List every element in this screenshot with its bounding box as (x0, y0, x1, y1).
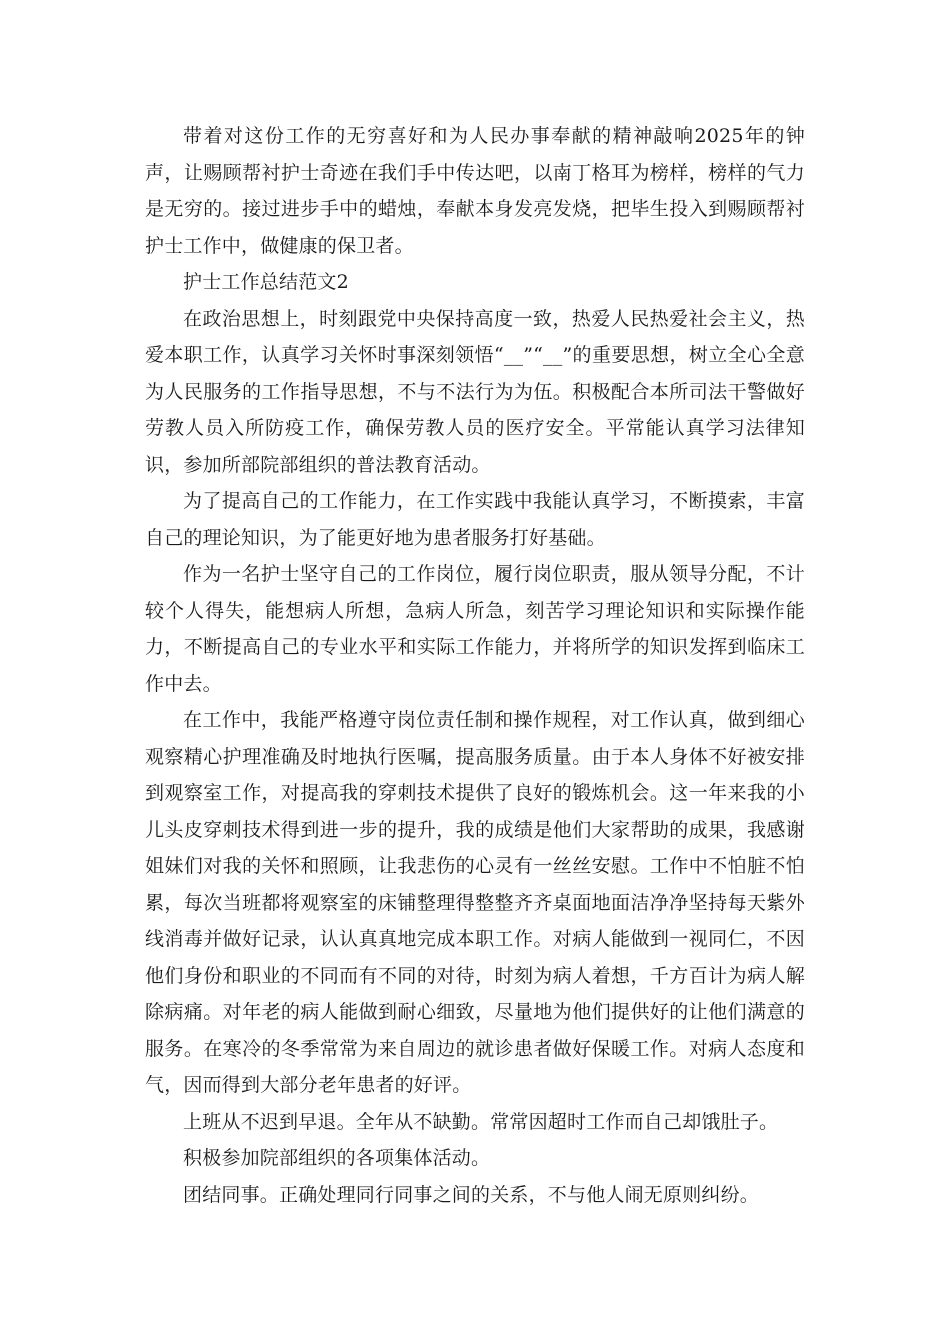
paragraph-group-activities: 积极参加院部组织的各项集体活动。 (183, 1147, 491, 1169)
document-body (145, 118, 805, 1213)
paragraph-political-thought: 在政治思想上，时刻跟党中央保持高度一致，热爱人民热爱社会主义，热爱本职工作，认真学习关怀时事深刻领悟“__”“__”的重要思想，树立全心全意为人民服务的工作指导思想，不与不法行为为伍。积极配合本所司法干警做好劳教人员入所防疫工作，确保劳教人员的医疗安全。平常能认真学习法律知识，参加所部院部组织的普法教育活动。 (145, 307, 805, 476)
paragraph-job-duty: 作为一名护士坚守自己的工作岗位，履行岗位职责，服从领导分配，不计较个人得失，能想病人所想，急病人所急，刻苦学习理论知识和实际操作能力，不断提高自己的专业水平和实际工作能力，并将所学的知识发挥到临床工作中去。 (145, 563, 805, 695)
paragraph-teamwork: 团结同事。正确处理同行同事之间的关系，不与他人闹无原则纠纷。 (183, 1183, 760, 1206)
paragraph-closing-dedication: 带着对这份工作的无穷喜好和为人民办事奉献的精神敲响2025年的钟声，让赐顾帮衬护士奇迹在我们手中传达吧，以南丁格耳为榜样，榜样的气力是无穷的。接过进步手中的蜡烛，奉献本身发亮发烧，把毕生投入到赐顾帮衬护士工作中，做健康的保卫者。 (145, 125, 805, 257)
paragraph-attendance: 上班从不迟到早退。全年从不缺勤。常常因超时工作而自己却饿肚子。 (183, 1110, 779, 1133)
paragraph-work-details: 在工作中，我能严格遵守岗位责任制和操作规程，对工作认真，做到细心观察精心护理准确及时地执行医嘱，提高服务质量。由于本人身体不好被安排到观察室工作，对提高我的穿刺技术提供了良好的锻炼机会。这一年来我的小儿头皮穿刺技术得到进一步的提升，我的成绩是他们大家帮助的成果，我感谢姐妹们对我的关怀和照顾，让我悲伤的心灵有一丝丝安慰。工作中不怕脏不怕累，每次当班都将观察室的床铺整理得整整齐齐桌面地面洁净净坚持每天紫外线消毒并做好记录，认认真真地完成本职工作。对病人能做到一视同仁，不因他们身份和职业的不同而有不同的对待，时刻为病人着想，千方百计为病人解除病痛。对年老的病人能做到耐心细致，尽量地为他们提供好的让他们满意的服务。在寒冷的冬季常常为来自周边的就诊患者做好保暖工作。对病人态度和气，因而得到大部分老年患者的好评。 (145, 709, 805, 1096)
paragraph-work-ability: 为了提高自己的工作能力，在工作实践中我能认真学习，不断摸索，丰富自己的理论知识，为了能更好地为患者服务打好基础。 (145, 490, 805, 549)
section-heading-sample-2: 护士工作总结范文2 (183, 271, 349, 293)
